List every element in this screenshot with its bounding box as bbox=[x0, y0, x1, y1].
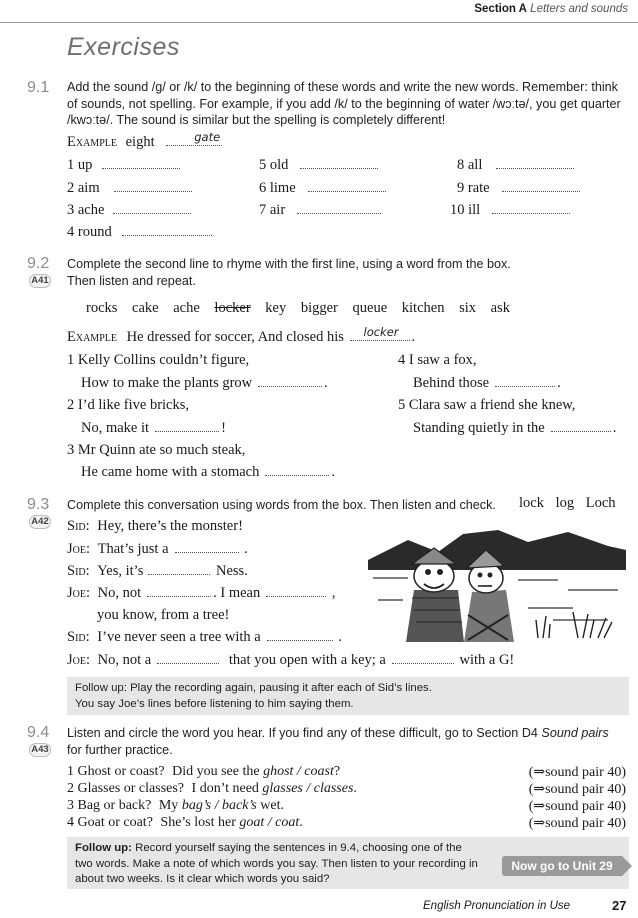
footer-book-title: English Pronunciation in Use bbox=[423, 900, 571, 912]
exercise-9-2-instruction-2: Then listen and repeat. bbox=[67, 274, 196, 288]
header-rule bbox=[0, 22, 638, 23]
next-unit-label: Now go to Unit 29 bbox=[511, 859, 613, 873]
next-unit-arrow bbox=[622, 856, 632, 876]
box-word: ask bbox=[490, 300, 510, 316]
audio-track-badge[interactable]: A41 bbox=[29, 274, 51, 288]
item-9-1-4: 4 round bbox=[67, 224, 214, 241]
answer-line[interactable] bbox=[502, 180, 580, 192]
dialogue-line-4: Joe: No, not . I mean , bbox=[67, 585, 336, 601]
dialogue-line-2: Joe: That’s just a . bbox=[67, 541, 248, 557]
answer-line[interactable] bbox=[495, 375, 555, 387]
item-9-4-2: 2 Glasses or classes? I don’t need glasses / classes. bbox=[67, 781, 357, 796]
monster-illustration bbox=[368, 520, 626, 642]
dialogue-line-3: Sid: Yes, it’s Ness. bbox=[67, 563, 248, 579]
choice-words[interactable]: bag’s / back’s bbox=[181, 798, 257, 813]
exercise-9-4-instructions-2: for further practice. bbox=[67, 743, 173, 757]
word-box-9-2 bbox=[86, 300, 510, 317]
speaker: Sid: bbox=[67, 518, 90, 534]
follow-up-text: Record yourself saying the sentences in 9.4, choosing one of the two words. Make a note of which words you say. Then listen to your recording in about two weeks. Is it clear which words you said? bbox=[75, 842, 478, 885]
sound-pair-ref-4[interactable]: (⇒sound pair 40) bbox=[528, 816, 626, 831]
answer-line[interactable] bbox=[148, 563, 210, 575]
exercise-number-9-1: 9.1 bbox=[27, 79, 50, 96]
answer-line[interactable] bbox=[551, 420, 611, 432]
rhyme-3b: He came home with a stomach . bbox=[81, 464, 335, 480]
example-label: Example bbox=[67, 134, 117, 150]
example-answer-line bbox=[350, 325, 410, 341]
item-9-4-1: 1 Ghost or coast? Did you see the ghost / coast? bbox=[67, 764, 341, 779]
rhyme-1b: How to make the plants grow . bbox=[81, 375, 328, 391]
rhyme-5b: Standing quietly in the . bbox=[413, 420, 617, 436]
answer-line[interactable] bbox=[266, 585, 326, 597]
example-9-1 bbox=[67, 130, 224, 151]
follow-up-label: Follow up: bbox=[75, 842, 132, 854]
answer-line[interactable] bbox=[496, 157, 574, 169]
item-9-1-6: 6 lime bbox=[259, 180, 388, 197]
exercise-number-9-3: 9.3 bbox=[27, 496, 50, 513]
answer-line[interactable] bbox=[147, 585, 211, 597]
answer-line[interactable] bbox=[297, 202, 381, 214]
example-9-2: Example He dressed for soccer, And closed his locker . bbox=[67, 325, 416, 345]
speaker: Joe: bbox=[67, 652, 91, 668]
exercise-number-9-4: 9.4 bbox=[27, 724, 50, 741]
rhyme-2b: No, make it ! bbox=[81, 420, 226, 436]
answer-line[interactable] bbox=[267, 629, 333, 641]
item-9-1-5: 5 old bbox=[259, 157, 380, 174]
box-word: Loch bbox=[585, 495, 616, 511]
answer-line[interactable] bbox=[308, 180, 386, 192]
answer-line[interactable] bbox=[114, 180, 192, 192]
speaker: Joe: bbox=[67, 541, 91, 557]
answer-line[interactable] bbox=[258, 375, 322, 387]
rhyme-4a: 4 I saw a fox, bbox=[398, 352, 477, 368]
example-text: He dressed for soccer, And closed his bbox=[126, 329, 344, 345]
rhyme-4b: Behind those . bbox=[413, 375, 561, 391]
item-9-1-7: 7 air bbox=[259, 202, 383, 219]
box-word: kitchen bbox=[401, 300, 445, 316]
sound-pair-ref-1[interactable]: (⇒sound pair 40) bbox=[528, 765, 626, 780]
box-word: ache bbox=[173, 300, 200, 316]
box-word: key bbox=[265, 300, 287, 316]
example-answer: locker bbox=[363, 325, 399, 339]
follow-up-text-1: Follow up: Play the recording again, pausing it after each of Sid’s lines. bbox=[75, 682, 432, 694]
box-word: six bbox=[459, 300, 476, 316]
choice-words[interactable]: goat / coat bbox=[239, 815, 300, 830]
answer-line[interactable] bbox=[157, 652, 219, 664]
item-9-4-4: 4 Goat or coat? She’s lost her goat / coat. bbox=[67, 815, 303, 830]
dialogue-line-1: Sid: Hey, there’s the monster! bbox=[67, 518, 243, 534]
rhyme-3a: 3 Mr Quinn ate so much steak, bbox=[67, 442, 246, 458]
word-box-9-3 bbox=[519, 495, 616, 512]
section-subtitle: Letters and sounds bbox=[530, 3, 628, 15]
box-word: rocks bbox=[86, 300, 118, 316]
page-number: 27 bbox=[612, 898, 627, 913]
speaker: Sid: bbox=[67, 629, 90, 645]
item-9-1-3: 3 ache bbox=[67, 202, 193, 219]
answer-line[interactable] bbox=[113, 202, 191, 214]
box-word: log bbox=[555, 495, 575, 511]
example-answer-line bbox=[166, 130, 222, 146]
item-9-1-8: 8 all bbox=[457, 157, 576, 174]
dialogue-line-5: Sid: I’ve never seen a tree with a . bbox=[67, 629, 342, 645]
exercise-9-4-instructions: Listen and circle the word you hear. If you find any of these difficult, go to Section D4 Sound pairs bbox=[67, 726, 609, 740]
example-label: Example bbox=[67, 329, 117, 345]
dialogue-line-6: Joe: No, not a that you open with a key; a with a G! bbox=[67, 652, 515, 668]
choice-words[interactable]: ghost / coast bbox=[263, 764, 334, 779]
item-9-1-2: 2 aim bbox=[67, 180, 194, 197]
sound-pair-ref-2[interactable]: (⇒sound pair 40) bbox=[528, 782, 626, 797]
answer-line[interactable] bbox=[155, 420, 219, 432]
speaker: Joe: bbox=[67, 585, 91, 601]
item-9-1-9: 9 rate bbox=[457, 180, 582, 197]
rhyme-2a: 2 I’d like five bricks, bbox=[67, 397, 190, 413]
answer-line[interactable] bbox=[392, 652, 454, 664]
section-header bbox=[474, 3, 628, 15]
box-word: queue bbox=[352, 300, 388, 316]
answer-line[interactable] bbox=[175, 541, 239, 553]
follow-up-box-9-3 bbox=[67, 677, 629, 715]
exercise-9-1-instructions: Add the sound /g/ or /k/ to the beginning of these words and write the new words. Remember: think of sounds, not spelling. For example, if you add /k/ to the beginning of water /wɔːtə/, you get quarter /kwɔːtə/. The sound is similar but the spelling is completely different! bbox=[67, 80, 621, 127]
section-reference: Sound pairs bbox=[541, 726, 609, 740]
rhyme-5a: 5 Clara saw a friend she knew, bbox=[398, 397, 576, 413]
choice-words[interactable]: glasses / classes bbox=[262, 781, 354, 796]
speaker: Sid: bbox=[67, 563, 90, 579]
item-9-1-10: 10 ill bbox=[450, 202, 572, 219]
answer-line[interactable] bbox=[102, 157, 180, 169]
follow-up-text-2: You say Joe’s lines before listening to him saying them. bbox=[75, 697, 354, 710]
exercise-9-2-instruction-1: Complete the second line to rhyme with the first line, using a word from the box. bbox=[67, 257, 511, 271]
next-unit-link[interactable] bbox=[502, 856, 622, 876]
answer-line[interactable] bbox=[122, 224, 212, 236]
item-9-4-3: 3 Bag or back? My bag’s / back’s wet. bbox=[67, 798, 284, 813]
box-word: lock bbox=[519, 495, 544, 511]
box-word: bigger bbox=[300, 300, 338, 316]
rhyme-1a: 1 Kelly Collins couldn’t figure, bbox=[67, 352, 250, 368]
exercise-number-9-2: 9.2 bbox=[27, 255, 50, 272]
example-answer: gate bbox=[194, 130, 221, 144]
dialogue-line-4-cont: you know, from a tree! bbox=[97, 607, 230, 623]
answer-line[interactable] bbox=[492, 202, 570, 214]
audio-track-badge[interactable]: A42 bbox=[29, 515, 51, 529]
audio-track-badge[interactable]: A43 bbox=[29, 743, 51, 757]
exercise-9-3-instructions: Complete this conversation using words from the box. Then listen and check. bbox=[67, 498, 496, 512]
page-title: Exercises bbox=[67, 33, 180, 61]
answer-line[interactable] bbox=[265, 464, 329, 476]
box-word-crossed: locker bbox=[214, 300, 251, 316]
box-word: cake bbox=[132, 300, 159, 316]
answer-line[interactable] bbox=[300, 157, 378, 169]
item-9-1-1: 1 up bbox=[67, 157, 182, 174]
sound-pair-ref-3[interactable]: (⇒sound pair 40) bbox=[528, 799, 626, 814]
example-word: eight bbox=[125, 134, 155, 150]
section-label: Section A bbox=[474, 3, 527, 15]
